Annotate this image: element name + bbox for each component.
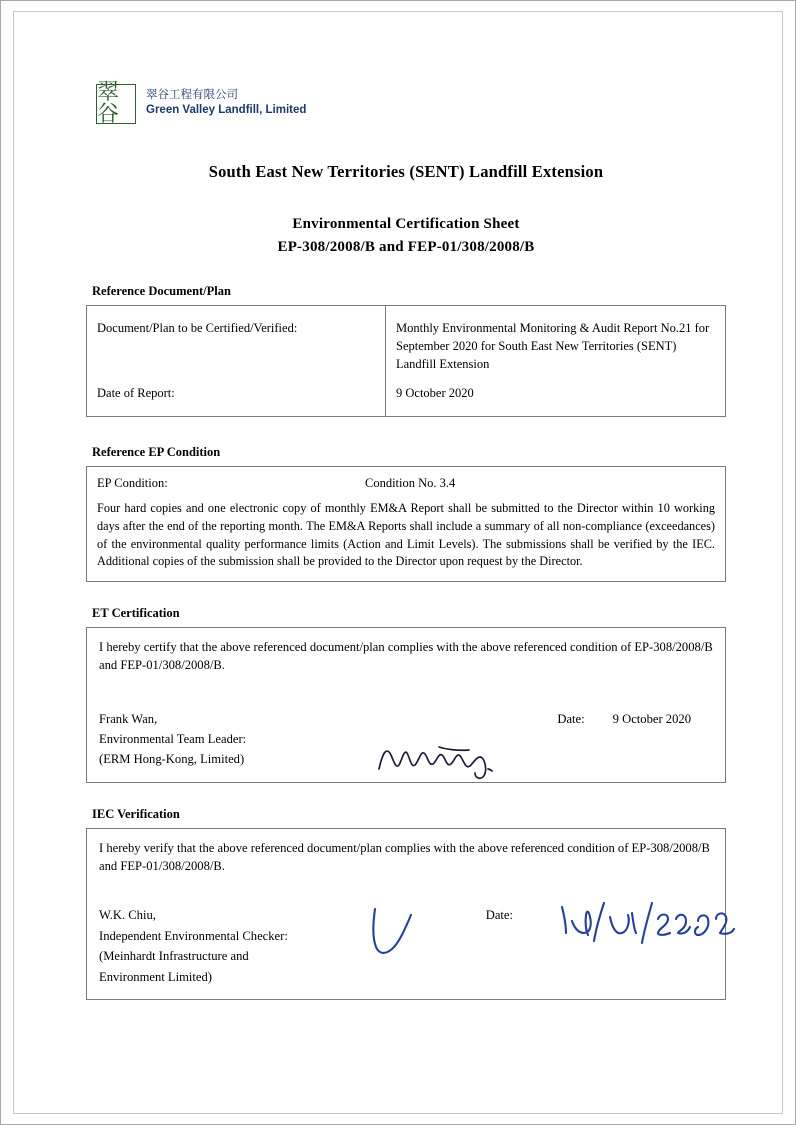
logo-glyph: 翠谷	[97, 80, 118, 127]
reference-document-table	[87, 306, 725, 416]
iec-verification-box	[86, 828, 726, 1000]
ep-condition-text: Four hard copies and one electronic copy of monthly EM&A Report shall be submitted to the Director within 10 working days after the end of the reporting month. The EM&A Reports shall include a summary of all non-compliance (exceedances) of the environmental quality performance limits (Action and Limit Levels). The submissions shall be verified by the IEC. Additional copies of the submission shall be provided to the Director upon request by the Director.	[97, 500, 715, 569]
document-label: Document/Plan to be Certified/Verified:	[87, 306, 386, 377]
iec-date-label: Date:	[485, 908, 513, 923]
company-name-block	[146, 84, 306, 118]
document-sheet	[13, 11, 783, 1114]
ep-condition-header-row	[87, 467, 725, 498]
section-heading-reference-document: Reference Document/Plan	[92, 284, 231, 298]
et-signatory-company: (ERM Hong-Kong, Limited)	[99, 752, 245, 767]
reference-document-box	[86, 305, 726, 417]
et-signature-row	[99, 709, 713, 770]
iec-signatory-block	[99, 905, 349, 987]
iec-signatory-role: Independent Environmental Checker:	[99, 928, 288, 943]
page-subtitle-permit: EP-308/2008/B and FEP-01/308/2008/B	[277, 239, 535, 255]
iec-signatory-company-line2: Environment Limited)	[99, 969, 212, 984]
et-date-value: 9 October 2020	[612, 711, 691, 726]
company-name-chinese: 翠谷工程有限公司	[146, 87, 238, 101]
document-content	[86, 80, 726, 1000]
et-date-label: Date:	[557, 711, 585, 726]
et-date-block	[557, 709, 713, 770]
et-certification-statement: I hereby certify that the above referenced document/plan complies with the above referenced condition of EP-308/2008/B and FEP-01/308/2008/B.	[99, 640, 713, 673]
et-signatory-role: Environmental Team Leader:	[99, 732, 247, 747]
iec-signatory-company-line1: (Meinhardt Infrastructure and	[99, 949, 249, 964]
iec-signature-icon	[367, 907, 437, 972]
section-heading-iec-verification: IEC Verification	[92, 806, 180, 821]
company-logo-icon	[96, 80, 136, 127]
document-value: Monthly Environmental Monitoring & Audit Report No.21 for September 2020 for South East New Territories (SENT) Landfill Extension	[396, 321, 710, 371]
iec-signatory-name: W.K. Chiu,	[99, 908, 156, 923]
page-subtitle: Environmental Certification Sheet	[292, 216, 520, 232]
iec-date-value-placeholder	[541, 907, 691, 987]
page-title: South East New Territories (SENT) Landfill Extension	[208, 162, 604, 181]
et-signature-icon	[375, 735, 505, 788]
ep-condition-box	[86, 466, 726, 582]
date-of-report-value: 9 October 2020	[396, 386, 474, 401]
ep-condition-value: Condition No. 3.4	[365, 476, 456, 490]
letterhead	[96, 80, 726, 127]
table-row	[87, 306, 725, 377]
iec-signature-row	[99, 905, 713, 987]
et-signatory-block	[99, 709, 349, 770]
et-certification-box	[86, 627, 726, 783]
table-row	[87, 377, 725, 416]
iec-date-block	[486, 905, 713, 987]
section-heading-et-certification: ET Certification	[92, 606, 180, 621]
date-of-report-label: Date of Report:	[87, 377, 386, 416]
iec-verification-statement: I hereby verify that the above referenced document/plan complies with the above referenced condition of EP-308/2008/B and FEP-01/308/2008/B.	[99, 840, 710, 874]
et-signatory-name: Frank Wan,	[99, 711, 158, 726]
ep-condition-label: EP Condition:	[97, 476, 168, 490]
company-name-english: Green Valley Landfill, Limited	[146, 103, 307, 116]
section-heading-ep-condition: Reference EP Condition	[92, 445, 221, 459]
